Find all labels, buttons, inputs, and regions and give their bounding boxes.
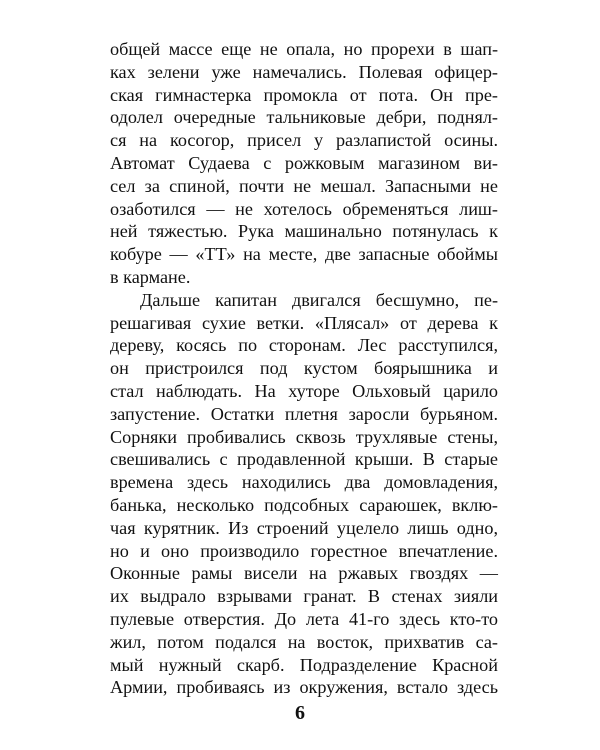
- text-line: стал наблюдать. На хуторе Ольховый царило: [110, 380, 498, 401]
- text-line: ках зелени уже намечались. Полевая офицер-: [110, 61, 498, 82]
- text-line: банька, несколько подсобных сараюшек, вклю-: [110, 494, 498, 515]
- text-line: времена здесь находились два домовладения,: [110, 472, 498, 493]
- text-line: запустение. Остатки плетня заросли бурьяном.: [110, 403, 498, 424]
- text-line: ся на косогор, присел у разлапистой осины.: [110, 130, 498, 151]
- text-line: мый нужный скарб. Подразделение Красной: [110, 654, 498, 675]
- text-line: озаботился — не хотелось обременяться лиш-: [110, 198, 498, 219]
- text-line: одолел очередные тальниковые дебри, поднял-: [110, 107, 498, 128]
- text-line: пулевые отверстия. До лета 41-го здесь кто-то: [110, 608, 498, 629]
- paragraph: [110, 289, 498, 699]
- text-line: ская гимнастерка промокла от пота. Он пре-: [110, 84, 498, 105]
- text-line: свешивались с продавленной крыши. В старые: [110, 449, 498, 470]
- body-text: [110, 38, 498, 699]
- text-line: ней тяжестью. Рука машинально потянулась к: [110, 221, 498, 242]
- text-line: чая курятник. Из строений уцелело лишь одно,: [110, 517, 498, 538]
- text-line: Армии, пробиваясь из окружения, встало здесь: [110, 677, 498, 698]
- text-line: в кармане.: [110, 266, 191, 287]
- text-line: дереву, косясь по сторонам. Лес расступился,: [110, 335, 498, 356]
- text-line: Оконные рамы висели на ржавых гвоздях —: [110, 563, 498, 584]
- text-line: Автомат Судаева с рожковым магазином ви-: [110, 152, 498, 173]
- text-line: сел за спиной, почти не мешал. Запасными не: [110, 175, 498, 196]
- text-line: Дальше капитан двигался бесшумно, пе-: [140, 289, 498, 310]
- text-line: кобуре — «ТТ» на месте, две запасные обоймы: [110, 244, 498, 265]
- text-line: решагивая сухие ветки. «Плясал» от дерева к: [110, 312, 498, 333]
- text-line: их выдрало взрывами гранат. В стенах зияли: [110, 586, 498, 607]
- text-line: он пристроился под кустом боярышника и: [110, 358, 498, 379]
- text-line: Сорняки пробивались сквозь трухлявые стены,: [110, 426, 498, 447]
- text-line: жил, потом подался на восток, прихватив са-: [110, 631, 498, 652]
- paragraph: [110, 38, 498, 289]
- page-number: 6: [295, 702, 305, 724]
- text-line: общей массе еще не опала, но прорехи в шап-: [110, 39, 498, 59]
- text-line: но и оно производило горестное впечатление.: [110, 540, 498, 561]
